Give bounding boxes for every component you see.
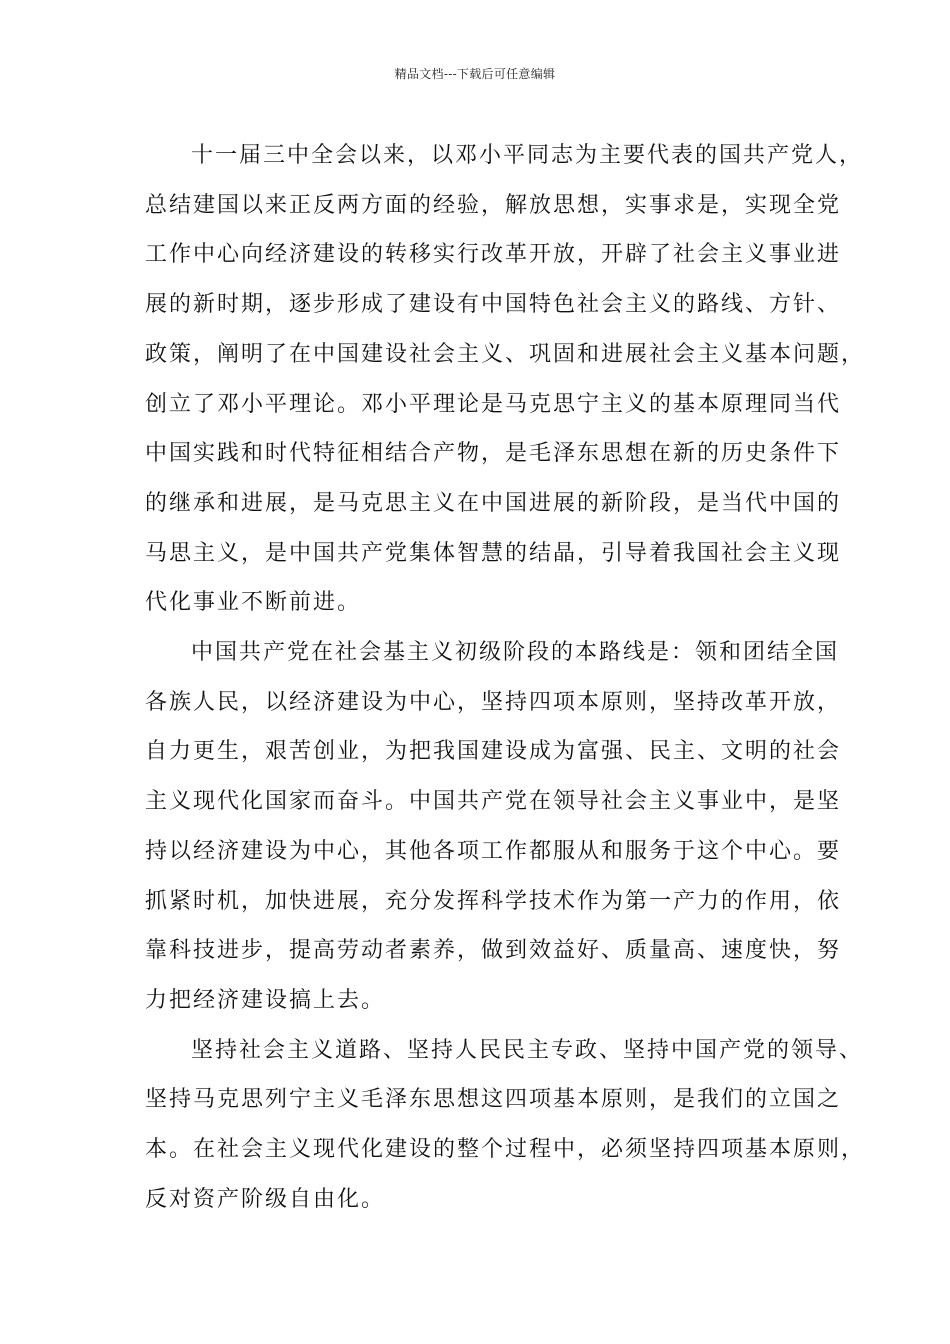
paragraph-line: 马思主义，是中国共产党集体智慧的结晶，引导着我国社会主义现 bbox=[145, 540, 842, 566]
paragraph-line: 力把经济建设搞上去。 bbox=[145, 987, 386, 1013]
paragraph-line: 反对资产阶级自由化。 bbox=[145, 1186, 386, 1212]
paragraph-line: 本。在社会主义现代化建设的整个过程中，必须坚持四项基本原则， bbox=[145, 1137, 866, 1163]
paragraph-3 bbox=[145, 1026, 866, 1225]
paragraph-2 bbox=[145, 628, 842, 1026]
paragraph-line: 十一届三中全会以来，以邓小平同志为主要代表的国共产党人， bbox=[191, 143, 864, 168]
paragraph-line: 工作中心向经济建设的转移实行改革开放，开辟了社会主义事业进 bbox=[145, 242, 842, 268]
document-body bbox=[145, 131, 866, 1224]
paragraph-line: 政策，阐明了在中国建设社会主义、巩固和进展社会主义基本问题， bbox=[145, 341, 866, 367]
paragraph-line: 的继承和进展，是马克思主义在中国进展的新阶段，是当代中国的 bbox=[145, 490, 842, 516]
paragraph-line: 总结建国以来正反两方面的经验，解放思想，实事求是，实现全党 bbox=[145, 192, 842, 218]
paragraph-line: 展的新时期，逐步形成了建设有中国特色社会主义的路线、方针、 bbox=[145, 292, 842, 318]
paragraph-line: 中国实践和时代特征相结合产物，是毛泽东思想在新的历史条件下 bbox=[145, 441, 842, 467]
paragraph-line: 坚持社会主义道路、坚持人民民主专政、坚持中国产党的领导、 bbox=[191, 1037, 864, 1063]
paragraph-line: 代化事业不断前进。 bbox=[145, 590, 362, 616]
paragraph-line: 持以经济建设为中心，其他各项工作都服从和服务于这个中心。要 bbox=[145, 838, 842, 864]
page-header: 精品文档---下载后可任意编辑 bbox=[394, 67, 556, 81]
paragraph-line: 抓紧时机，加快进展，充分发挥科学技术作为第一产力的作用，依 bbox=[145, 888, 842, 914]
paragraph-line: 中国共产党在社会基主义初级阶段的本路线是：领和团结全国 bbox=[191, 640, 840, 666]
paragraph-line: 创立了邓小平理论。邓小平理论是马克思宁主义的基本原理同当代 bbox=[145, 391, 842, 417]
paragraph-line: 靠科技进步，提高劳动者素养，做到效益好、质量高、速度快，努 bbox=[145, 938, 842, 964]
paragraph-1 bbox=[145, 131, 866, 628]
paragraph-line: 各族人民，以经济建设为中心，坚持四项本原则，坚持改革开放， bbox=[145, 689, 842, 715]
paragraph-line: 自力更生，艰苦创业，为把我国建设成为富强、民主、文明的社会 bbox=[145, 739, 842, 765]
paragraph-line: 坚持马克思列宁主义毛泽东思想这四项基本原则，是我们的立国之 bbox=[145, 1087, 842, 1113]
paragraph-line: 主义现代化国家而奋斗。中国共产党在领导社会主义事业中，是坚 bbox=[145, 789, 842, 815]
